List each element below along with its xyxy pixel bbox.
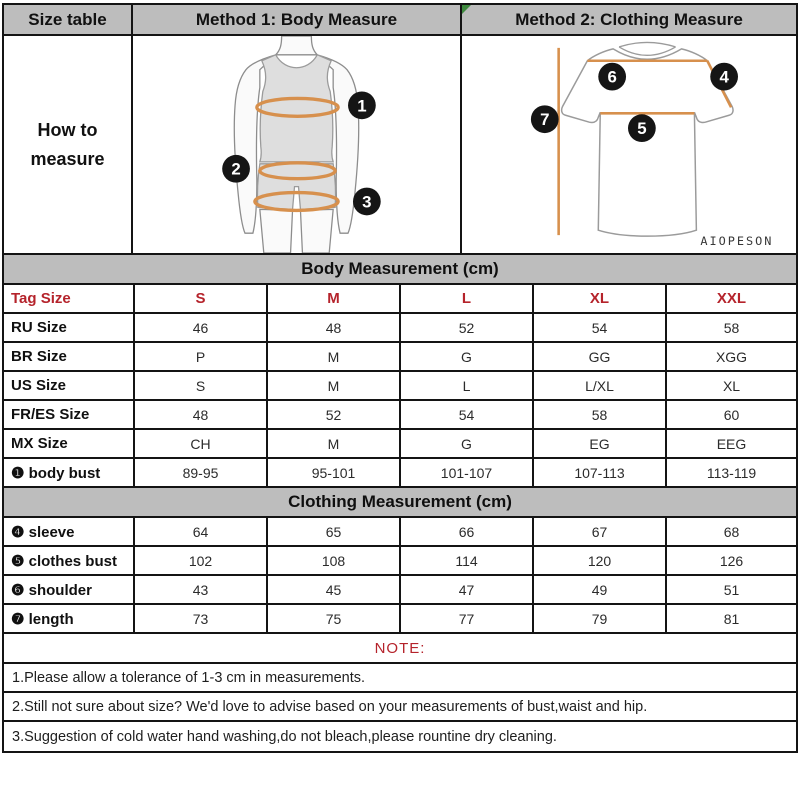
- cell-value: EG: [534, 430, 667, 457]
- figure-tank-top: [260, 55, 333, 162]
- figure-right-leg: [300, 209, 333, 253]
- cell-value: 43: [135, 576, 268, 603]
- cell-value: GG: [534, 343, 667, 370]
- figure-shorts: [257, 164, 335, 210]
- method1-header: Method 1: Body Measure: [133, 5, 462, 34]
- table-row-us-size: [4, 372, 796, 401]
- cell-value: 52: [401, 314, 534, 341]
- figure-left-leg: [260, 209, 293, 253]
- size-col-xl: XL: [534, 285, 667, 312]
- tshirt-front-collar: [619, 47, 675, 55]
- tshirt-outline: [562, 49, 733, 236]
- table-row-fres-size: [4, 401, 796, 430]
- cell-value: 64: [135, 518, 268, 545]
- cell-value: 45: [268, 576, 401, 603]
- size-col-l: L: [401, 285, 534, 312]
- brand-watermark: AIOPESON: [700, 234, 774, 249]
- cell-value: 58: [534, 401, 667, 428]
- cell-value: XL: [722, 377, 741, 394]
- cell-value: 73: [135, 605, 268, 632]
- cell-value: 120: [534, 547, 667, 574]
- cell-value: 51: [723, 581, 740, 598]
- tshirt-back-collar: [619, 42, 675, 46]
- cell-value: 77: [401, 605, 534, 632]
- table-row-mx-size: [4, 430, 796, 459]
- cell-value: 58: [723, 319, 740, 336]
- cell-value: 81: [723, 610, 740, 627]
- table-row-shoulder: [4, 576, 796, 605]
- cell-value: 114: [401, 547, 534, 574]
- row-label: FR/ES Size: [4, 401, 135, 428]
- size-table-header: Size table: [4, 5, 133, 34]
- cell-value: CH: [135, 430, 268, 457]
- cell-value: 60: [723, 406, 740, 423]
- row-label: US Size: [4, 372, 135, 399]
- cell-value: M: [268, 430, 401, 457]
- cell-value: 102: [135, 547, 268, 574]
- cell-value: L: [401, 372, 534, 399]
- cell-value: M: [268, 343, 401, 370]
- badge-5-number: 5: [637, 119, 647, 139]
- size-chart-sheet: [2, 3, 798, 753]
- cell-value: 67: [534, 518, 667, 545]
- body-measurement-title: Body Measurement (cm): [4, 255, 796, 285]
- cell-value: 75: [268, 605, 401, 632]
- table-row-ru-size: [4, 314, 796, 343]
- cell-value: 79: [534, 605, 667, 632]
- cell-value: P: [135, 343, 268, 370]
- tag-size-row: [4, 285, 796, 314]
- cell-value: 52: [268, 401, 401, 428]
- method2-header: [462, 5, 796, 34]
- top-header-row: [4, 5, 796, 36]
- cell-value: 66: [401, 518, 534, 545]
- table-row-length: [4, 605, 796, 634]
- cell-value: 47: [401, 576, 534, 603]
- row-label: MX Size: [4, 430, 135, 457]
- size-col-m: M: [268, 285, 401, 312]
- row-label: ❻ shoulder: [4, 576, 135, 603]
- table-row-clothes-bust: [4, 547, 796, 576]
- clothing-measure-illustration: [462, 36, 796, 253]
- body-measure-illustration: [133, 36, 462, 253]
- cell-value: 48: [135, 401, 268, 428]
- cell-value: 46: [135, 314, 268, 341]
- cell-value: 49: [534, 576, 667, 603]
- cell-value: 95-101: [268, 459, 401, 486]
- green-corner-marker-icon: [462, 5, 471, 14]
- illustration-row: [4, 36, 796, 255]
- cell-value: XGG: [715, 348, 748, 365]
- row-label: ❹ sleeve: [4, 518, 135, 545]
- badge-3-number: 3: [362, 192, 372, 212]
- row-label: BR Size: [4, 343, 135, 370]
- size-col-xxl: XXL: [716, 290, 747, 307]
- badge-6-number: 6: [607, 67, 617, 87]
- row-label: ❺ clothes bust: [4, 547, 135, 574]
- row-label: ❼ length: [4, 605, 135, 632]
- table-row-br-size: [4, 343, 796, 372]
- badge-2-number: 2: [231, 159, 241, 179]
- method2-header-label: Method 2: Clothing Measure: [515, 9, 743, 29]
- size-col-s: S: [135, 285, 268, 312]
- cell-value: L/XL: [534, 372, 667, 399]
- cell-value: 68: [723, 523, 740, 540]
- row-label: ❶ body bust: [4, 459, 135, 486]
- cell-value: 48: [268, 314, 401, 341]
- note-title: NOTE:: [4, 634, 796, 664]
- tshirt-figure-svg: [462, 36, 796, 253]
- cell-value: 54: [401, 401, 534, 428]
- cell-value: 101-107: [401, 459, 534, 486]
- cell-value: 108: [268, 547, 401, 574]
- cell-value: 126: [719, 552, 744, 569]
- how-to-measure-label: How to measure: [4, 36, 133, 253]
- figure-neck: [276, 36, 318, 55]
- table-row-body-bust: [4, 459, 796, 488]
- cell-value: EEG: [716, 435, 747, 452]
- clothing-measurement-title: Clothing Measurement (cm): [4, 488, 796, 518]
- cell-value: M: [268, 372, 401, 399]
- cell-value: 65: [268, 518, 401, 545]
- badge-1-number: 1: [357, 96, 367, 116]
- badge-7-number: 7: [540, 110, 550, 130]
- tag-size-label: Tag Size: [4, 285, 135, 312]
- cell-value: G: [401, 343, 534, 370]
- body-figure-svg: [133, 36, 460, 253]
- table-row-sleeve: [4, 518, 796, 547]
- cell-value: 107-113: [534, 459, 667, 486]
- note-item-2: 2.Still not sure about size? We'd love to advise based on your measurements of bust,waist and hip.: [4, 693, 796, 722]
- badge-4-number: 4: [719, 67, 729, 87]
- note-item-1: 1.Please allow a tolerance of 1-3 cm in measurements.: [4, 664, 796, 693]
- cell-value: G: [401, 430, 534, 457]
- cell-value: S: [135, 372, 268, 399]
- cell-value: 54: [534, 314, 667, 341]
- cell-value: 113-119: [706, 464, 757, 481]
- note-item-3: 3.Suggestion of cold water hand washing,do not bleach,please rountine dry cleaning.: [4, 722, 796, 751]
- row-label: RU Size: [4, 314, 135, 341]
- cell-value: 89-95: [135, 459, 268, 486]
